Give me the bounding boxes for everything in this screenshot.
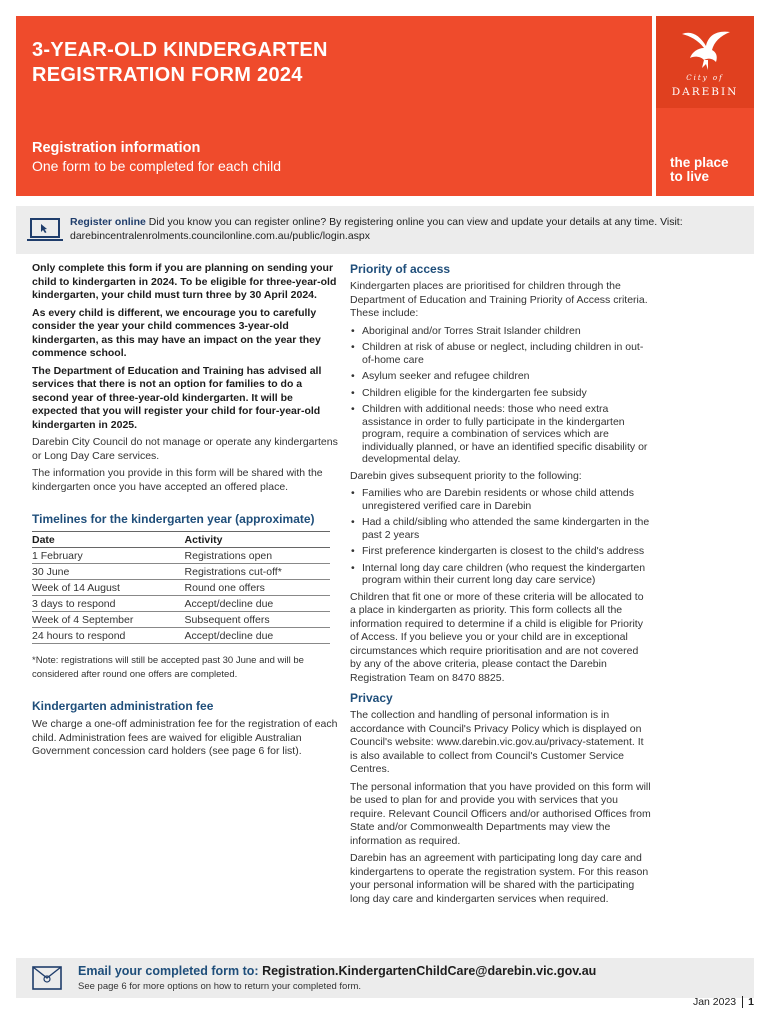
- subsequent-list: [350, 487, 652, 587]
- right-column: [350, 262, 652, 910]
- table-header-row: [32, 532, 330, 548]
- registration-info-heading: Registration information: [32, 140, 201, 156]
- priority-list: [350, 325, 652, 466]
- timelines-note: *Note: registrations will still be accepted past 30 June and will be considered after round one offers are completed.: [32, 655, 304, 680]
- list-item: • Had a child/sibling who attended the same kindergarten in the past 2 years: [350, 516, 652, 541]
- subsequent-intro: Darebin gives subsequent priority to the following:: [350, 469, 582, 482]
- form-title: 3-YEAR-OLD KINDERGARTEN REGISTRATION FORM 2024: [32, 39, 328, 86]
- page-date: Jan 2023: [692, 996, 737, 1008]
- privacy-paragraph-2: The personal information that you have provided on this form will be used to plan for and provide you with services that you require. Relevant Council Officers and/or authorised Offices from State and/or Commonwealth Departments may view the information as required.: [350, 780, 651, 847]
- privacy-paragraph-1: The collection and handling of personal information is in accordance with Council's Privacy Policy which is displayed on Council's website: www.darebin.vic.gov.au/privacy-statement. It is also available to collect from Council's Customer Service Centres.: [350, 709, 644, 775]
- logo-name: DAREBIN: [671, 86, 739, 98]
- list-item: • Children at risk of abuse or neglect, including children in out-of-home care: [350, 341, 652, 366]
- privacy-heading: Privacy: [350, 691, 393, 705]
- table-row: 30 June Registrations cut-off*: [32, 564, 330, 580]
- registration-info-subtitle: One form to be completed for each child: [32, 158, 282, 174]
- darebin-logo: [656, 16, 754, 108]
- list-item: • Aboriginal and/or Torres Strait Islander children: [350, 325, 652, 338]
- table-row: Week of 14 August Round one offers: [32, 580, 330, 596]
- table-header-activity: Activity: [183, 532, 330, 548]
- logo-city-of: City of: [686, 74, 724, 82]
- table-row: 3 days to respond Accept/decline due: [32, 596, 330, 612]
- priority-outro: Children that fit one or more of these criteria will be allocated to a place in kindergarten as priority. This form collects all the information required to determine if a child is eligible for Priority of Access. If you believe you or your child are in exceptional circumstances which require prioritisation and are not covered by any of the above criteria, please contact the Darebin Registration Team on 8470 8825.: [350, 590, 644, 684]
- list-item: • First preference kindergarten is closest to the child's address: [350, 545, 652, 558]
- table-row: 24 hours to respond Accept/decline due: [32, 628, 330, 644]
- laptop-cursor-icon: [30, 218, 60, 238]
- tagline: the place to live: [670, 155, 729, 184]
- darebin-logo-panel: [656, 16, 754, 196]
- register-online-banner: [16, 206, 754, 254]
- left-column: [32, 262, 338, 763]
- register-online-text: Register online Did you know you can register online? By registering online you can view and update your details at any time. Visit: darebincentralenrolments.councilonline.com.au/public/login.aspx: [70, 216, 683, 242]
- list-item: • Children with additional needs: those who need extra assistance in order to fully participate in the kindergarten program, require a combination of services which are individually planned, or have an identified specific disability or developmental delay.: [350, 403, 652, 466]
- priority-intro: Kindergarten places are prioritised for children through the Department of Education and Training Priority of Access criteria. These include:: [350, 280, 648, 319]
- table-row: Week of 4 September Subsequent offers: [32, 612, 330, 628]
- timelines-heading: Timelines for the kindergarten year (approximate): [32, 512, 315, 526]
- list-item: • Families who are Darebin residents or whose child attends unregistered verified care in Darebin: [350, 487, 652, 512]
- list-item: • Internal long day care children (who request the kindergarten program within their current long day care service): [350, 562, 652, 587]
- timelines-table: [32, 531, 330, 644]
- privacy-paragraph-3: Darebin has an agreement with participating long day care and kindergartens to operate the registration system. For this reason your personal information will be shared with the participating long day care and kindergarten services when required.: [350, 852, 649, 905]
- eligibility-paragraph: Only complete this form if you are planning on sending your child to kindergarten in 2024. To be eligible for three-year-old kindergarten, your child must turn three by 30 April 2024.: [32, 262, 337, 301]
- fee-heading: Kindergarten administration fee: [32, 699, 214, 713]
- list-item: • Children eligible for the kindergarten fee subsidy: [350, 387, 652, 400]
- table-row: 1 February Registrations open: [32, 548, 330, 564]
- return-note: See page 6 for more options on how to return your completed form.: [78, 981, 362, 992]
- email-link[interactable]: Registration.KindergartenChildCare@darebin.vic.gov.au: [262, 964, 597, 978]
- email-at-icon: [32, 966, 62, 990]
- fee-paragraph: We charge a one-off administration fee for the registration of each child. Administration fees are waived for eligible Australian Government concession card holders (see page 6 for list).: [32, 718, 338, 757]
- list-item: • Asylum seeker and refugee children: [350, 370, 652, 383]
- department-paragraph: The Department of Education and Training has advised all services that there is not an option for families to do a second year of three-year-old kindergarten. It will be expected that you will register your child for four-year-old kindergarten in 2025.: [32, 364, 322, 431]
- page-number: 1: [742, 996, 754, 1008]
- council-paragraph: Darebin City Council do not manage or operate any kindergartens or Long Day Care services.: [32, 436, 338, 462]
- email-line: Email your completed form to: Registration.KindergartenChildCare@darebin.vic.gov.au: [78, 964, 597, 978]
- sharing-paragraph: The information you provide in this form will be shared with the kindergarten once you have accepted an offered place.: [32, 467, 323, 493]
- bird-logo-icon: [678, 26, 734, 72]
- email-footer-banner: [16, 958, 754, 998]
- table-header-date: Date: [32, 532, 183, 548]
- header-banner: [16, 16, 652, 196]
- priority-heading: Priority of access: [350, 262, 451, 276]
- page-footer: [693, 996, 754, 1008]
- consider-paragraph: As every child is different, we encourage you to carefully consider the year your child commences 3-year-old kindergarten, as this may have an impact on the year they commence school.: [32, 306, 321, 359]
